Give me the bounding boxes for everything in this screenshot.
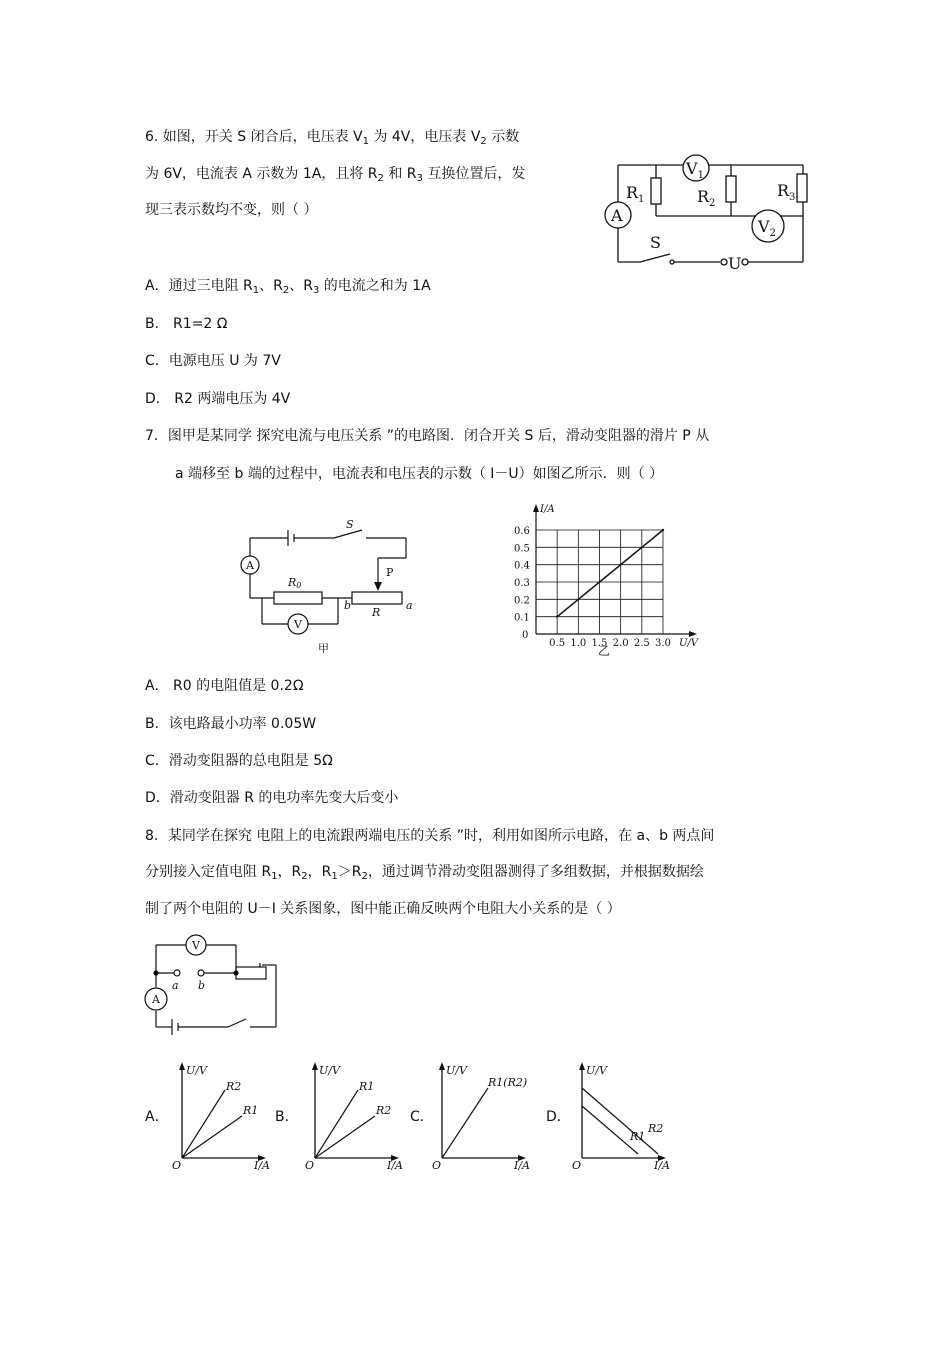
q8a-upper-line-label: R2 xyxy=(226,1080,242,1093)
q8-graph-c xyxy=(430,1060,540,1170)
q7-ammeter-label: A xyxy=(246,559,254,572)
q8b-origin: O xyxy=(305,1159,315,1170)
source-label: U xyxy=(728,254,742,270)
x-tick-label-4: 2.5 xyxy=(633,638,650,649)
q8-option-a-label: A． xyxy=(145,1109,169,1125)
y-tick-label-4: 0.5 xyxy=(514,543,530,555)
q8-circuit-diagram xyxy=(140,933,285,1043)
q8-graph-b xyxy=(303,1060,403,1170)
q8c-origin: O xyxy=(432,1159,442,1170)
r1-label: $R_1$ xyxy=(626,183,645,205)
q7-option-a: A． R0 的电阻值是 0.2Ω xyxy=(145,678,304,694)
q6-option-c: C．电源电压 U 为 7V xyxy=(145,353,281,369)
q8c-line-label: R1(R2) xyxy=(488,1076,528,1089)
q8-point-a: a xyxy=(172,979,179,992)
q8b-ylabel: U/V xyxy=(319,1064,340,1077)
q7-end-b: b xyxy=(344,599,352,612)
q8-option-b-label: B． xyxy=(275,1109,299,1125)
q8-option-c-label: C． xyxy=(410,1109,434,1125)
q6-option-b: B． R1=2 Ω xyxy=(145,316,228,332)
q8-ammeter-label: A xyxy=(152,993,160,1006)
q8d-origin: O xyxy=(572,1159,582,1170)
q7-r0-label: R0 xyxy=(288,576,302,590)
chart-caption: 乙 xyxy=(598,644,611,658)
x-tick-label-5: 3.0 xyxy=(655,638,671,649)
y-axis-arrow xyxy=(533,504,539,512)
q7-option-c: C．滑动变阻器的总电阻是 5Ω xyxy=(145,753,333,769)
series-point-0-1 xyxy=(662,529,664,531)
y-tick-label-1: 0.2 xyxy=(514,595,530,607)
q8-voltmeter-label: V xyxy=(192,939,200,952)
y-tick-label-2: 0.3 xyxy=(514,578,530,589)
q7-caption-jia: 甲 xyxy=(318,642,329,655)
x-tick-label-1: 1.0 xyxy=(570,638,587,649)
q8b-lower-line-label: R2 xyxy=(376,1104,392,1117)
q8-line-1: 8．某同学在探究 电阻上的电流跟两端电压的关系 ”时，利用如图所示电路，在 a、b 两点间 xyxy=(145,828,715,844)
ammeter-label: A xyxy=(611,206,623,225)
q7-r-label: R xyxy=(372,606,381,619)
q7-end-a: a xyxy=(406,599,413,612)
q7-option-d: D．滑动变阻器 R 的电功率先变大后变小 xyxy=(145,790,399,806)
series-line-0 xyxy=(557,530,663,617)
r2-label: $R_2$ xyxy=(697,187,716,209)
q7-line-2: a 端移至 b 端的过程中，电流表和电压表的示数（ I－U）如图乙所示．则（ ） xyxy=(175,466,664,482)
q6-line-1: 6. 如图，开关 S 闭合后，电压表 $V_1$ 为 4V，电压表 $V_2$ 示数 xyxy=(145,129,520,147)
x-axis-label: U/V xyxy=(679,638,699,649)
q7-slider-label: P xyxy=(386,566,394,579)
q6-line-3: 现三表示数均不变，则（ ） xyxy=(145,202,318,218)
q8d-xlabel: I/A xyxy=(654,1159,670,1170)
q8-line-2: 分别接入定值电阻 $R_1$，$R_2$，$R_1>R_2$，通过调节滑动变阻器测得了多组数据，并根据数据绘 xyxy=(145,864,704,882)
switch-label: S xyxy=(650,233,661,252)
q8c-xlabel: I/A xyxy=(514,1159,530,1170)
x-tick-label-2: 1.5 xyxy=(591,638,608,649)
q7-voltmeter-label: V xyxy=(294,618,302,631)
q7-circuit-diagram xyxy=(238,518,418,656)
y-tick-label-0: 0.1 xyxy=(514,612,530,624)
x-tick-label-3: 2.0 xyxy=(612,638,629,649)
q7-i-u-chart xyxy=(498,502,713,658)
q8a-lower-line-label: R1 xyxy=(243,1104,259,1117)
v2-label: $V_2$ xyxy=(758,217,776,239)
q8b-upper-line-label: R1 xyxy=(359,1080,375,1093)
q6-line-2: 为 6V，电流表 A 示数为 1A，且将 $R_2$ 和 $R_3$ 互换位置后，发 xyxy=(145,166,526,184)
x-tick-label-0: 0.5 xyxy=(549,638,566,649)
q8c-ylabel: U/V xyxy=(446,1064,467,1077)
q6-option-a: A．通过三电阻 $R_1$、$R_2$、$R_3$ 的电流之和为 1A xyxy=(145,278,431,296)
v1-label: $V_1$ xyxy=(686,159,704,181)
q8-graph-a xyxy=(170,1060,270,1170)
y-tick-label-3: 0.4 xyxy=(514,560,530,572)
q8d-upper-line-label: R2 xyxy=(648,1122,664,1135)
q7-line-1: 7．图甲是某同学 探究电流与电压关系 ”的电路图．闭合开关 S 后，滑动变阻器的滑片 P 从 xyxy=(145,428,710,444)
y-axis-label: I/A xyxy=(540,504,555,515)
origin-label: 0 xyxy=(522,630,529,641)
q8b-xlabel: I/A xyxy=(387,1159,403,1170)
q8-point-b: b xyxy=(198,979,206,992)
q8a-xlabel: I/A xyxy=(254,1159,270,1170)
q8-option-d-label: D． xyxy=(546,1109,571,1125)
q6-circuit-diagram xyxy=(598,150,813,270)
q8a-origin: O xyxy=(172,1159,182,1170)
q7-switch-label: S xyxy=(346,518,354,531)
q8d-lower-line-label: R1 xyxy=(630,1130,646,1143)
q8d-ylabel: U/V xyxy=(586,1064,607,1077)
series-point-0-0 xyxy=(556,615,558,617)
q6-option-d: D． R2 两端电压为 4V xyxy=(145,391,291,407)
q8-graph-d xyxy=(570,1060,680,1170)
x-axis-arrow xyxy=(689,631,697,637)
q8-line-3: 制了两个电阻的 U－I 关系图象，图中能正确反映两个电阻大小关系的是（ ） xyxy=(145,901,621,917)
r3-label: $R_3$ xyxy=(777,181,796,203)
q7-option-b: B．该电路最小功率 0.05W xyxy=(145,716,317,732)
q8a-ylabel: U/V xyxy=(186,1064,207,1077)
y-tick-label-5: 0.6 xyxy=(514,526,530,537)
